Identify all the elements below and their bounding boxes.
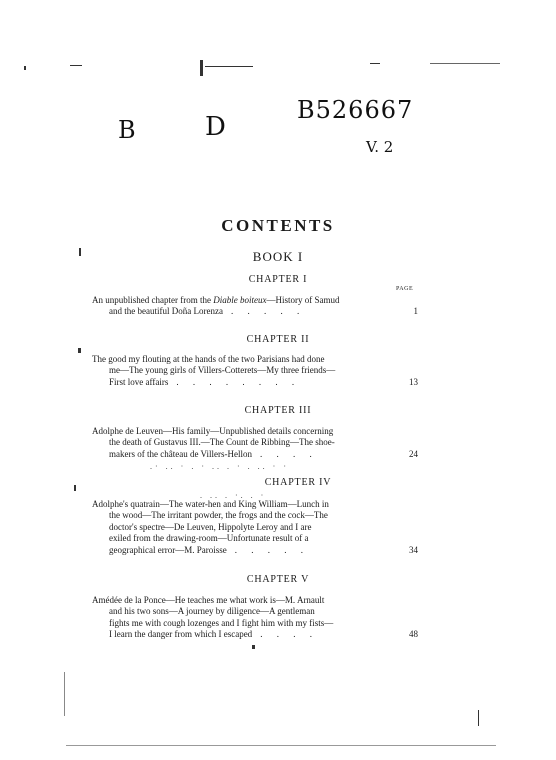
chapter-page-number: 13 <box>409 377 418 387</box>
leader-dots: . . . . . <box>230 306 306 317</box>
handwritten-catalog-number: B526667 <box>297 96 414 124</box>
scan-mark <box>200 60 203 76</box>
scan-mark <box>430 63 500 64</box>
scan-mark <box>70 65 82 66</box>
summary-line: Adolphe's quatrain—The water-hen and King William—Lunch in <box>92 499 329 509</box>
summary-line: the death of Gustavus III.—The Count de Ribbing—The shoe- <box>109 437 335 448</box>
chapter-page-number: 34 <box>409 545 418 555</box>
summary-line: exiled from the drawing-room—Unfortunate result of a <box>109 533 309 544</box>
summary-line: An unpublished chapter from the Diable boiteux—History of Samud <box>92 295 340 305</box>
chapter-summary <box>92 295 392 318</box>
chapter-page-number: 24 <box>409 449 418 459</box>
summary-line: Amédée de la Ponce—He teaches me what work is—M. Arnault <box>92 595 325 605</box>
handwritten-volume: V. 2 <box>366 138 394 156</box>
chapter-heading: CHAPTER IV <box>264 477 332 488</box>
book-title: BOOK I <box>252 249 304 264</box>
page-column-label: PAGE <box>396 286 414 292</box>
summary-line: makers of the château de Villers-Hellon <box>109 448 252 459</box>
scan-mark <box>78 348 81 353</box>
chapter-heading: CHAPTER I <box>248 274 308 285</box>
chapter-summary <box>92 499 392 556</box>
chapter-page-number: 48 <box>409 629 418 639</box>
leader-dots: . . . . <box>260 629 318 640</box>
handwritten-catalog-letter-d: D <box>205 112 226 142</box>
leader-dots: . . . . . <box>234 544 309 555</box>
summary-line: fights me with cough lozenges and I fight him with my fists— <box>109 617 334 628</box>
scan-noise: . .. . ·. . · <box>200 491 267 500</box>
scan-mark <box>252 645 255 649</box>
summary-line: geographical error—M. Paroisse <box>109 544 227 555</box>
chapter-summary <box>92 595 392 641</box>
summary-line: Adolphe de Leuven—His family—Unpublished details concerning <box>92 426 334 436</box>
scan-mark <box>478 710 479 726</box>
summary-line: me—The young girls of Villers-Cotterets—My three friends— <box>109 365 336 376</box>
summary-line: The good my flouting at the hands of the two Parisians had done <box>92 354 325 364</box>
summary-line: and the beautiful Doña Lorenza <box>109 306 223 317</box>
contents-title: CONTENTS <box>221 216 335 235</box>
scan-mark <box>64 672 65 716</box>
handwritten-catalog-letter-b: B <box>118 116 136 144</box>
chapter-summary <box>92 426 392 460</box>
chapter-heading: CHAPTER II <box>246 334 310 345</box>
scan-mark <box>66 745 496 746</box>
chapter-page-number: 1 <box>413 306 418 316</box>
chapter-heading: CHAPTER V <box>246 574 310 585</box>
chapter-heading: CHAPTER III <box>244 405 312 416</box>
scan-mark <box>205 66 253 67</box>
summary-line: doctor's spectre—De Leuven, Hippolyte Leroy and I are <box>109 521 312 532</box>
chapter-summary <box>92 354 392 388</box>
leader-dots: . . . . . . . . <box>176 376 301 387</box>
summary-line: the wood—The irritant powder, the frogs and the cock—The <box>109 510 328 521</box>
leader-dots: . . . . <box>260 448 318 459</box>
scan-mark <box>24 66 26 70</box>
summary-line: and his two sons—A journey by diligence—A gentleman <box>109 606 315 617</box>
scan-noise: .· .. · . · .. . · . .. · · <box>150 462 289 471</box>
summary-line: First love affairs <box>109 376 169 387</box>
scan-mark <box>370 63 380 64</box>
summary-line: I learn the danger from which I escaped <box>109 629 253 640</box>
